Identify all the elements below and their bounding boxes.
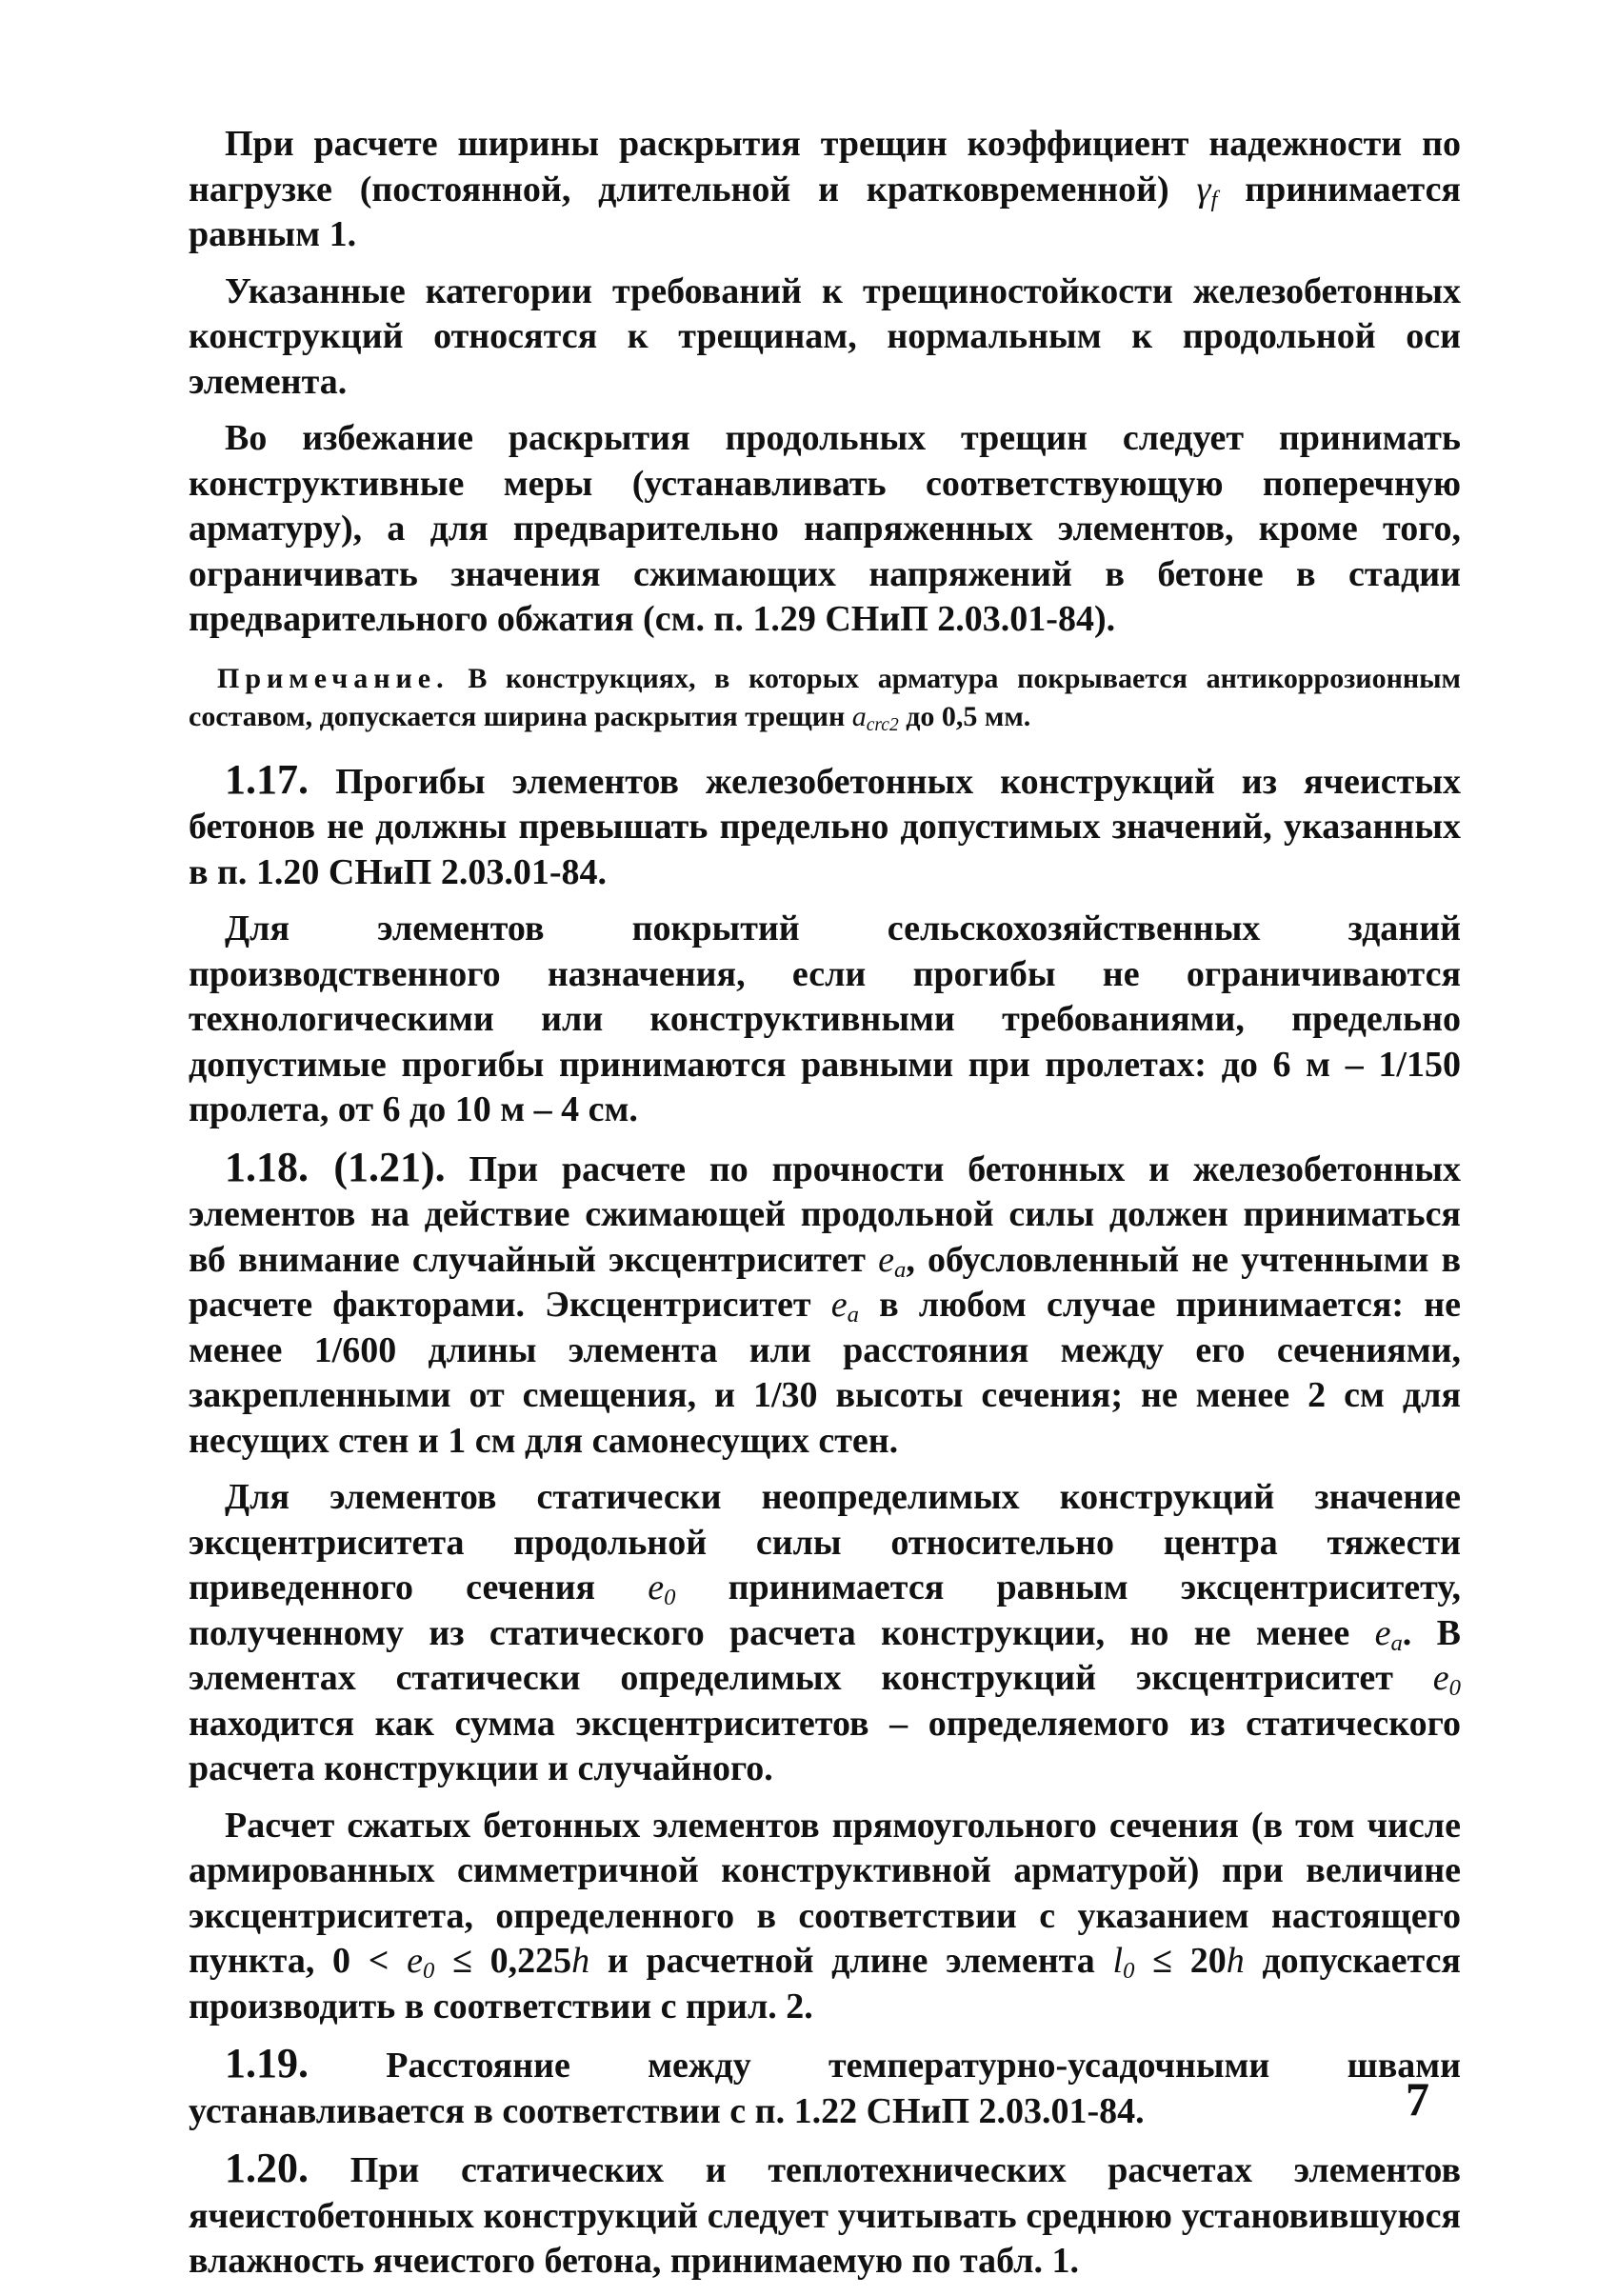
- page-number: 7: [1406, 2072, 1429, 2126]
- text: При расчете ширины раскрытия трещин коэффициент надежности по нагрузке (постоянной, длительной и кратковременной): [189, 124, 1461, 210]
- text: ≤ 20: [1134, 1941, 1227, 1981]
- math-e: e: [407, 1941, 423, 1981]
- math-subscript: a: [1390, 1629, 1403, 1656]
- text: Для элементов статически неопределимых конструкций значение эксцентриситета продольной силы относительно центра тяжести приведенного сечения: [189, 1477, 1461, 1607]
- math-subscript: f: [1210, 186, 1218, 212]
- math-subscript: a: [893, 1256, 907, 1283]
- text: Во избежание раскрытия продольных трещин следует принимать конструктивные меры (устанавливать соответствующую поперечную арматуру), а для предварительно напряженных элементов, кроме того, ограничивать значения сжимающих напряжений в бетоне в стадии предварительного обжатия (см. п. 1.29 СНиП 2.03.01-84).: [189, 418, 1461, 639]
- text: находится как сумма эксцентриситетов – определяемого из статического расчета конструкции и случайного.: [189, 1703, 1461, 1788]
- text: . В элементах статически определимых конструкций эксцентриситет: [189, 1612, 1461, 1698]
- math-gamma: γ: [1196, 169, 1211, 210]
- math-h: h: [1226, 1941, 1245, 1981]
- math-e: e: [1374, 1612, 1391, 1653]
- text: и расчетной длине элемента: [589, 1941, 1113, 1981]
- text: Расстояние между температурно-усадочными швами устанавливается в соответствии с п. 1.22 СНиП 2.03.01-84.: [189, 2046, 1461, 2131]
- text: Расчет сжатых бетонных элементов прямоугольного сечения (в том числе армированных симметричной конструктивной арматурой) при величине эксцентриситета, определенного в соответствии с указанием настоящего пункта, 0 <: [189, 1805, 1461, 1981]
- paragraph-agricultural-buildings: [189, 907, 1461, 1133]
- math-subscript: crc2: [866, 714, 899, 735]
- math-a: a: [851, 700, 867, 732]
- text: до 0,5 мм.: [898, 700, 1031, 732]
- math-subscript: 0: [1448, 1675, 1461, 1702]
- page-body: [189, 122, 1461, 2296]
- note-label: Примечание.: [217, 662, 449, 694]
- section-number: 1.20.: [225, 2145, 309, 2191]
- text: При статических и теплотехнических расчетах элементов ячеистобетонных конструкций следует учитывать среднюю установившуюся влажность ячеистого бетона, принимаемую по табл. 1.: [189, 2150, 1461, 2281]
- text: При расчете по прочности бетонных и железобетонных элементов на действие сжимающей продольной силы должен приниматься вб внимание случайный эксцентриситет: [189, 1148, 1461, 1280]
- math-subscript: a: [847, 1302, 859, 1328]
- text: Для элементов покрытий сельскохозяйственных зданий производственного назначения, если прогибы не ограничиваются технологическими или конструктивными требованиями, предельно допустимые прогибы принимаются равными при пролетах: до 6 м – 1/150 пролета, от 6 до 10 м – 4 см.: [189, 908, 1461, 1129]
- paragraph-load-factor: [189, 122, 1461, 258]
- section-number: 1.18. (1.21).: [225, 1143, 446, 1190]
- note-paragraph: [189, 660, 1461, 736]
- math-e: e: [1432, 1658, 1449, 1698]
- section-1-17: [189, 757, 1461, 896]
- math-subscript: 0: [664, 1585, 676, 1611]
- math-subscript: 0: [423, 1958, 435, 1985]
- section-number: 1.19.: [225, 2040, 309, 2086]
- section-1-20: [189, 2146, 1461, 2285]
- math-h: h: [571, 1941, 590, 1981]
- text: принимается равным эксцентриситету, полученному из статического расчета конструкции, но не менее: [189, 1567, 1461, 1653]
- math-l: l: [1112, 1941, 1124, 1981]
- math-e: e: [648, 1567, 665, 1607]
- paragraph-crack-categories: [189, 270, 1461, 406]
- text: Прогибы элементов железобетонных конструкций из ячеистых бетонов не должны превышать предельно допустимых значений, указанных в п. 1.20 СНиП 2.03.01-84.: [189, 761, 1461, 892]
- text: , обусловленный не учтенными в расчете факторами. Эксцентриситет: [189, 1239, 1461, 1325]
- section-number: 1.17.: [225, 755, 309, 803]
- text: ≤ 0,225: [434, 1941, 572, 1981]
- math-subscript: 0: [1123, 1958, 1135, 1985]
- section-1-19: [189, 2041, 1461, 2134]
- text: в любом случае принимается: не менее 1/600 длины элемента или расстояния между его сечениями, закрепленными от смещения, и 1/30 высоты сечения; не менее 2 см для несущих стен и 1 см для самонесущих стен.: [189, 1285, 1461, 1461]
- math-e: e: [878, 1239, 894, 1280]
- section-1-18: [189, 1145, 1461, 1465]
- math-e: e: [830, 1285, 848, 1325]
- text: В конструкциях, в которых арматура покрывается антикоррозионным составом, допускается ширина раскрытия трещин: [189, 662, 1461, 732]
- paragraph-compressed-elements: [189, 1804, 1461, 2030]
- paragraph-indeterminate-structures: [189, 1475, 1461, 1792]
- text: принимается равным 1.: [189, 169, 1461, 254]
- paragraph-longitudinal-cracks: [189, 416, 1461, 643]
- text: допускается производить в соответствии с прил. 2.: [189, 1941, 1461, 2026]
- text: Указанные категории требований к трещиностойкости железобетонных конструкций относятся к трещинам, нормальным к продольной оси элемента.: [189, 270, 1461, 402]
